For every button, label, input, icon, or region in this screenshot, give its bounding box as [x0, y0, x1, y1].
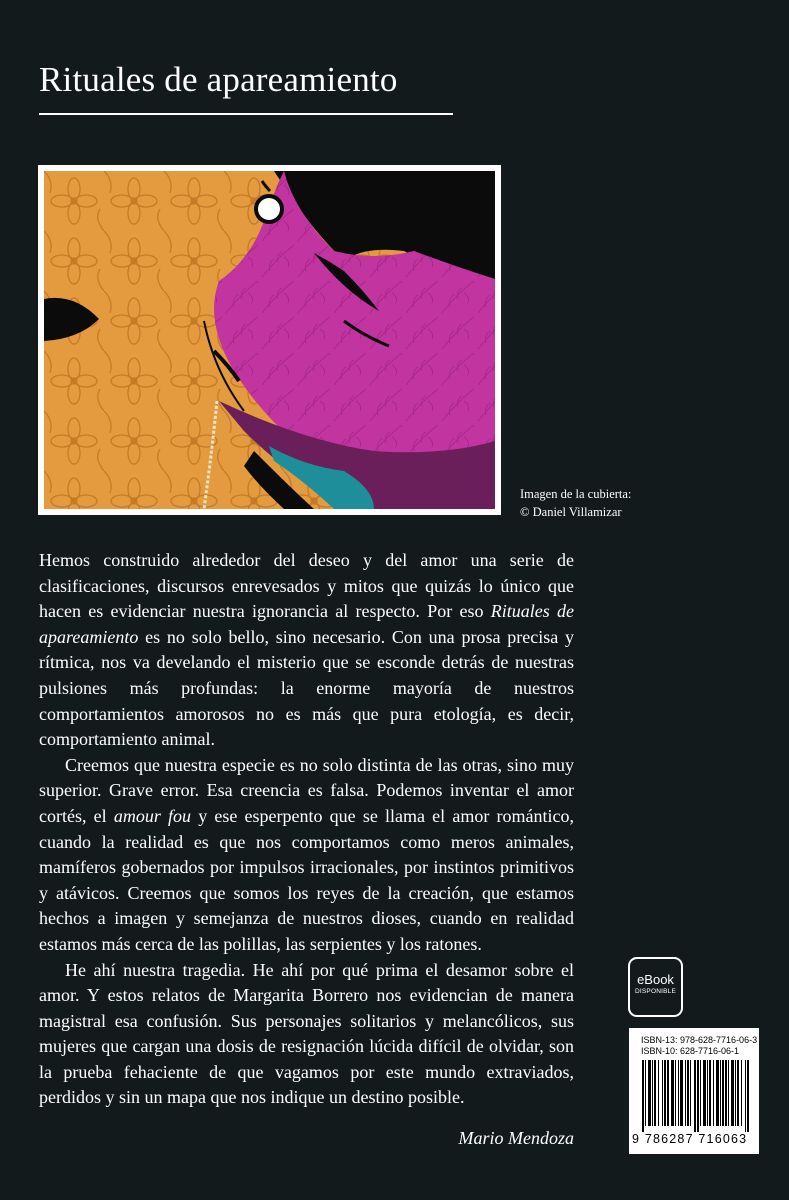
ebook-badge [628, 957, 683, 1017]
ebook-sublabel: DISPONIBLE [634, 988, 676, 995]
synopsis-p2-text-end: y ese esperpento que se llama el amor romántico, cuando la realidad es que nos comportamos como meros animales, mamíferos gobernados por impulsos irracionales, por instintos primitivos y atávicos. Creemos que somos los reyes de la creación, que estamos hechos a imagen y semejanza de nuestros dioses, cuando en realidad estamos más cerca de las polillas, las serpientes y los ratones. [39, 805, 574, 954]
barcode-bar [652, 1060, 653, 1126]
barcode-bar [671, 1060, 674, 1126]
synopsis-p1-text-end: es no solo bello, sino necesario. Con una prosa precisa y rítmica, nos va develando el misterio que se esconde detrás de nuestras pulsiones más profundas: la enorme mayoría de nuestros comportamientos amorosos no es más que pura etología, es decir, comportamiento animal. [39, 626, 574, 750]
barcode-bar [685, 1060, 686, 1126]
synopsis-paragraph-3: He ahí nuestra tragedia. He ahí por qué prima el desamor sobre el amor. Y estos relatos de Margarita Borrero nos evidencian de manera magistral esa confusión. Sus personajes solitarios y melancólicos, sus mujeres que cargan una dosis de resignación lúcida difícil de olvidar, son la prueba fehaciente de que vagamos por este mundo extraviados, perdidos y sin un mapa que nos indique un destino posible. [39, 959, 574, 1108]
synopsis-p1-text: Hemos construido alrededor del deseo y del amor una serie de clasificaciones, discursos enrevesados y mitos que quizás lo único que hacen es evidenciar nuestra ignorancia al respecto. Por eso [39, 550, 574, 622]
barcode-bar [687, 1060, 689, 1126]
barcode-bar [697, 1060, 699, 1132]
cover-illustration [44, 171, 495, 509]
barcode-bar [707, 1060, 708, 1126]
barcode-bars [641, 1060, 749, 1132]
barcode-bar [664, 1060, 666, 1126]
barcode-bar [675, 1060, 676, 1126]
amour-fou-italic: amour fou [113, 805, 192, 826]
barcode-bar [737, 1060, 739, 1126]
barcode-bar [735, 1060, 736, 1126]
barcode-bar [728, 1060, 729, 1126]
back-cover-title: Rituales de apareamiento [39, 60, 398, 99]
author-signature: Mario Mendoza [458, 1128, 574, 1148]
book-title-italic: Rituales de apareamiento [39, 601, 574, 647]
synopsis [39, 548, 574, 1111]
barcode-bar [700, 1060, 701, 1126]
barcode-bar [741, 1060, 742, 1126]
barcode-bar [747, 1060, 749, 1132]
ebook-label: eBook [637, 972, 674, 987]
barcode-bar [703, 1060, 706, 1126]
barcode-bar [648, 1060, 651, 1126]
synopsis-paragraph-2 [39, 753, 574, 958]
isbn10-text: ISBN-10: 628-7716-06-1 [641, 1046, 740, 1056]
barcode-bar [680, 1060, 683, 1126]
barcode-bar [642, 1060, 644, 1132]
barcode-bar [658, 1060, 659, 1126]
barcode-bar [713, 1060, 714, 1126]
barcode-bar [716, 1060, 719, 1126]
isbn-barcode [629, 1028, 759, 1154]
isbn13-text: ISBN-13: 978-628-7716-06-3 [641, 1035, 758, 1045]
cover-credit [520, 485, 631, 521]
cover-credit-label: Imagen de la cubierta: [520, 487, 632, 501]
barcode-number: 9 786287 716063 [632, 1132, 748, 1146]
barcode-bar [678, 1060, 679, 1126]
barcode-bar [731, 1060, 734, 1126]
synopsis-paragraph-1 [39, 548, 574, 753]
barcode-bar [667, 1060, 669, 1126]
barcode-bar [662, 1060, 663, 1126]
cover-illustration-frame [38, 165, 501, 515]
barcode-bar [725, 1060, 727, 1126]
barcode-bar [720, 1060, 721, 1126]
barcode-bar [645, 1060, 646, 1126]
title-underline [39, 113, 453, 115]
barcode-bar [690, 1060, 691, 1126]
barcode-bar [745, 1060, 746, 1132]
barcode-bar [654, 1060, 656, 1126]
barcode-bar [709, 1060, 711, 1126]
cover-credit-artist: © Daniel Villamizar [520, 505, 622, 519]
barcode-bar [694, 1060, 696, 1132]
synopsis-p2-text: Creemos que nuestra especie es no solo distinta de las otras, sino muy superior. Grave error. Esa creencia es falsa. Podemos inventar el amor cortés, el [39, 754, 574, 826]
barcode-bar [722, 1060, 724, 1126]
